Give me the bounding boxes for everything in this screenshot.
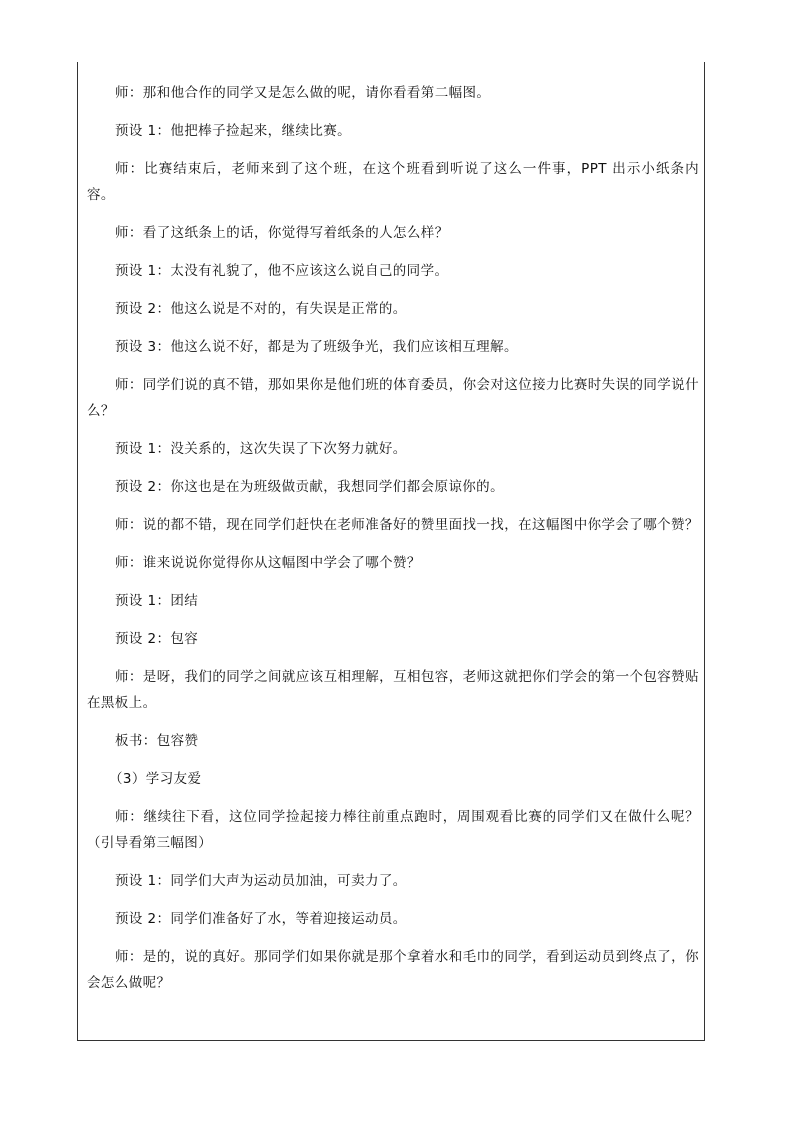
paragraph: 预设 2：你这也是在为班级做贡献，我想同学们都会原谅你的。 xyxy=(115,479,504,495)
paragraph: 预设 1：他把棒子捡起来，继续比赛。 xyxy=(115,123,352,139)
paragraph: 师：那和他合作的同学又是怎么做的呢，请你看看第二幅图。 xyxy=(115,85,491,101)
paragraph: 师：继续往下看，这位同学捡起接力棒往前重点跑时，周围观看比赛的同学们又在做什么呢？（引导看第三幅图） xyxy=(87,809,699,851)
paragraph: 师：比赛结束后，老师来到了这个班，在这个班看到听说了这么一件事，PPT 出示小纸条内容。 xyxy=(87,161,699,203)
paragraph: 预设 1：团结 xyxy=(115,593,199,609)
paragraph: 预设 3：他这么说不好，都是为了班级争光，我们应该相互理解。 xyxy=(115,339,518,355)
paragraph: 师：谁来说说你觉得你从这幅图中学会了哪个赞？ xyxy=(115,555,421,571)
paragraph: 预设 1：太没有礼貌了，他不应该这么说自己的同学。 xyxy=(115,263,449,279)
paragraph: 师：是的，说的真好。那同学们如果你就是那个拿着水和毛巾的同学，看到运动员到终点了，你会怎么做呢？ xyxy=(87,949,699,991)
table-border-right-top xyxy=(704,62,705,74)
paragraph: 师：看了这纸条上的话，你觉得写着纸条的人怎么样？ xyxy=(115,225,449,241)
paragraph: 预设 1：没关系的，这次失误了下次努力就好。 xyxy=(115,441,407,457)
paragraph: 预设 2：他这么说是不对的，有失误是正常的。 xyxy=(115,301,407,317)
paragraph: 师：说的都不错，现在同学们赶快在老师准备好的赞里面找一找，在这幅图中你学会了哪个赞？ xyxy=(115,517,699,533)
table-border-left-top xyxy=(77,62,78,74)
paragraph: 师：是呀，我们的同学之间就应该互相理解，互相包容，老师这就把你们学会的第一个包容赞贴在黑板上。 xyxy=(87,669,699,711)
lesson-content xyxy=(87,80,699,1008)
paragraph: 预设 2：包容 xyxy=(115,631,199,647)
paragraph: 预设 1：同学们大声为运动员加油，可卖力了。 xyxy=(115,873,407,889)
paragraph: 预设 2：同学们准备好了水，等着迎接运动员。 xyxy=(115,911,407,927)
paragraph: 师：同学们说的真不错，那如果你是他们班的体育委员，你会对这位接力比赛时失误的同学说什么？ xyxy=(87,377,699,419)
section-heading: （3）学习友爱 xyxy=(109,771,202,787)
paragraph: 板书：包容赞 xyxy=(115,733,199,749)
